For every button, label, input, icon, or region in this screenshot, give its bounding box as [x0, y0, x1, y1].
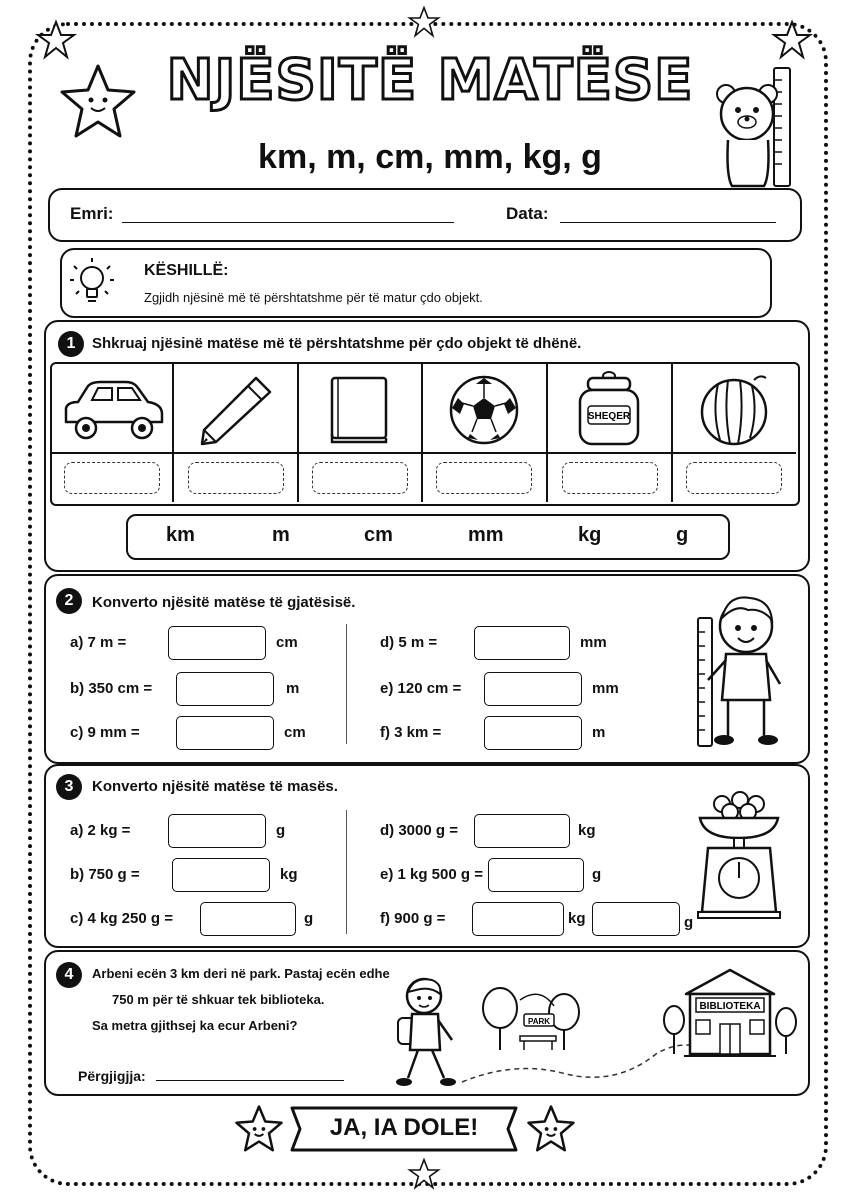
mass-question-d: d) 3000 g = — [380, 822, 458, 839]
mass-question-c: c) 4 kg 250 g = — [70, 910, 173, 927]
answer-box-car[interactable] — [64, 462, 160, 494]
boy-with-ruler-icon — [692, 588, 798, 750]
star-icon — [408, 1158, 440, 1190]
answer-box-ball[interactable] — [436, 462, 532, 494]
page-title: NJËSITË MATËSE — [166, 48, 694, 113]
length-question-c: c) 9 mm = — [70, 724, 140, 741]
car-icon — [60, 376, 168, 444]
column-separator — [346, 810, 347, 934]
mass-unit-c: g — [304, 910, 314, 927]
section-3-number: 3 — [56, 774, 82, 800]
library-sign: BIBLIOTEKA — [699, 1001, 761, 1012]
bear-with-ruler-icon — [712, 66, 808, 190]
date-field[interactable] — [560, 222, 776, 223]
soccer-ball-icon — [448, 374, 520, 446]
word-problem-line-3: Sa metra gjithsej ka ecur Arbeni? — [92, 1018, 298, 1033]
lightbulb-icon — [64, 254, 120, 310]
mass-question-e: e) 1 kg 500 g = — [380, 866, 483, 883]
mass-unit-d: kg — [578, 822, 596, 839]
mass-question-a: a) 2 kg = — [70, 822, 131, 839]
column-divider — [671, 362, 673, 502]
section-1-instruction: Shkruaj njësinë matëse më të përshtatshme për çdo objekt të dhënë. — [92, 335, 582, 352]
mass-unit-b: kg — [280, 866, 298, 883]
length-unit-d: mm — [580, 634, 607, 651]
length-question-e: e) 120 cm = — [380, 680, 462, 697]
jar-icon — [574, 370, 644, 448]
star-icon — [772, 20, 812, 60]
column-separator — [346, 624, 347, 744]
pencil-icon — [196, 374, 276, 446]
unit-km: km — [166, 524, 195, 546]
unit-g: g — [676, 524, 689, 546]
mass-unit-e: g — [592, 866, 602, 883]
page-subtitle: km, m, cm, mm, kg, g — [258, 138, 602, 176]
length-unit-e: mm — [592, 680, 619, 697]
tip-panel — [60, 248, 772, 318]
mass-answer-e[interactable] — [488, 858, 584, 892]
kitchen-scale-icon — [694, 790, 784, 922]
star-icon — [36, 20, 76, 60]
tip-text: Zgjidh njësinë më të përshtatshme për të matur çdo objekt. — [144, 290, 483, 305]
length-question-b: b) 350 cm = — [70, 680, 153, 697]
length-answer-e[interactable] — [484, 672, 582, 706]
star-icon — [408, 6, 440, 38]
section-2-instruction: Konverto njësitë matëse të gjatësisë. — [92, 594, 356, 611]
name-date-panel — [48, 188, 802, 242]
length-unit-b: m — [286, 680, 300, 697]
section-2-number: 2 — [56, 588, 82, 614]
column-divider — [297, 362, 299, 502]
unit-cm: cm — [364, 524, 393, 546]
name-label: Emri: — [70, 204, 114, 223]
answer-box-jar[interactable] — [562, 462, 658, 494]
section-3-instruction: Konverto njësitë matëse të masës. — [92, 778, 338, 795]
length-answer-b[interactable] — [176, 672, 274, 706]
mass-unit-f-g: g — [684, 914, 694, 931]
objects-table-divider — [50, 452, 796, 454]
unit-bank — [126, 514, 730, 560]
length-question-d: d) 5 m = — [380, 634, 438, 651]
mass-answer-b[interactable] — [172, 858, 270, 892]
date-label: Data: — [506, 204, 549, 223]
jar-label: SHEQER — [587, 411, 631, 422]
library-building-icon — [660, 966, 800, 1062]
length-answer-a[interactable] — [168, 626, 266, 660]
column-divider — [421, 362, 423, 502]
length-unit-c: cm — [284, 724, 306, 741]
answer-box-pencil[interactable] — [188, 462, 284, 494]
smiling-star-icon — [234, 1104, 284, 1154]
length-question-f: f) 3 km = — [380, 724, 442, 741]
mass-answer-c[interactable] — [200, 902, 296, 936]
answer-label: Përgjigjja: — [78, 1068, 146, 1084]
unit-mm: mm — [468, 524, 504, 546]
watermelon-icon — [696, 372, 774, 448]
mass-question-f: f) 900 g = — [380, 910, 446, 927]
tip-title: KËSHILLË: — [144, 262, 229, 279]
mass-question-b: b) 750 g = — [70, 866, 140, 883]
length-answer-d[interactable] — [474, 626, 570, 660]
walking-boy-icon — [392, 974, 458, 1092]
word-problem-line-1: Arbeni ecën 3 km deri në park. Pastaj ecën edhe — [92, 966, 390, 981]
answer-field[interactable] — [156, 1080, 344, 1081]
column-divider — [546, 362, 548, 502]
smiling-star-icon — [526, 1104, 576, 1154]
length-question-a: a) 7 m = — [70, 634, 127, 651]
length-unit-a: cm — [276, 634, 298, 651]
mass-answer-a[interactable] — [168, 814, 266, 848]
smiling-star-icon — [58, 62, 138, 142]
mass-answer-f-g[interactable] — [592, 902, 680, 936]
length-answer-f[interactable] — [484, 716, 582, 750]
section-4-number: 4 — [56, 962, 82, 988]
unit-m: m — [272, 524, 290, 546]
length-answer-c[interactable] — [176, 716, 274, 750]
mass-answer-d[interactable] — [474, 814, 570, 848]
book-icon — [324, 374, 394, 446]
mass-unit-a: g — [276, 822, 286, 839]
column-divider — [172, 362, 174, 502]
answer-box-watermelon[interactable] — [686, 462, 782, 494]
answer-box-book[interactable] — [312, 462, 408, 494]
mass-unit-f-kg: kg — [568, 910, 586, 927]
length-unit-f: m — [592, 724, 606, 741]
unit-kg: kg — [578, 524, 602, 546]
park-sign: PARK — [527, 1017, 551, 1026]
banner-text: JA, IA DOLE! — [329, 1114, 479, 1141]
section-1-number: 1 — [58, 331, 84, 357]
name-field[interactable] — [122, 222, 454, 223]
mass-answer-f-kg[interactable] — [472, 902, 564, 936]
word-problem-line-2: 750 m për të shkuar tek biblioteka. — [112, 992, 325, 1007]
